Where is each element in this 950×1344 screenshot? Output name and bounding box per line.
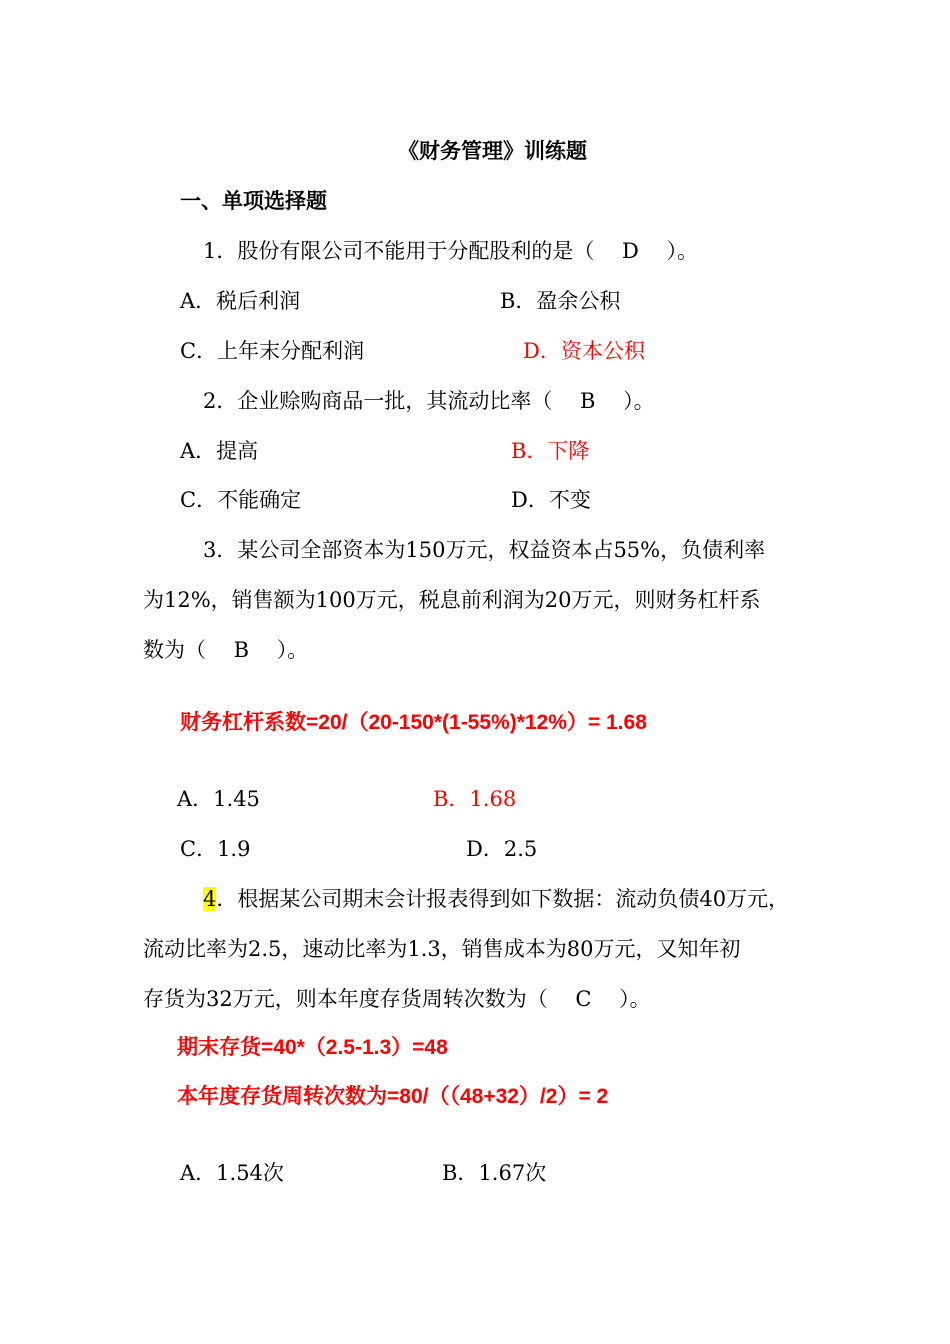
question-4-stem-line-1: [203, 885, 789, 913]
question-2-option-c: C．不能确定: [180, 488, 302, 512]
question-2-stem: 2．企业赊购商品一批，其流动比率（ B ）。: [203, 389, 655, 413]
section-heading: 一、单项选择题: [180, 188, 327, 213]
question-3-stem-line-1: 3．某公司全部资本为150万元，权益资本占55%，负债利率: [203, 538, 766, 562]
question-1-stem: 1．股份有限公司不能用于分配股利的是（ D ）。: [203, 239, 699, 263]
question-4-option-b: B．1.67次: [442, 1161, 547, 1185]
question-3-stem-line-2: 为12%，销售额为100万元，税息前利润为20万元，则财务杠杆系: [143, 588, 761, 612]
question-3-option-c: C．1.9: [180, 837, 251, 861]
question-2-option-b-answer: B．下降: [511, 439, 590, 463]
question-4-calculation-2: 本年度存货周转次数为=80/（（48+32）/2）= 2: [177, 1085, 609, 1108]
question-4-calculation-1: 期末存货=40*（2.5-1.3）=48: [177, 1036, 448, 1059]
question-4-number-highlight: 4: [203, 887, 217, 911]
question-3-option-b-answer: B．1.68: [433, 787, 517, 811]
question-1-option-a: A．税后利润: [180, 289, 301, 313]
question-1-option-b: B．盈余公积: [500, 289, 621, 313]
question-4-stem-text: ．根据某公司期末会计报表得到如下数据：流动负债40万元，: [216, 887, 790, 911]
question-4-stem-line-2: 流动比率为2.5，速动比率为1.3，销售成本为80万元，又知年初: [143, 937, 741, 961]
question-3-option-d: D．2.5: [466, 837, 538, 861]
question-3-option-a: A．1.45: [177, 787, 260, 811]
question-2-option-a: A．提高: [180, 439, 259, 463]
question-3-stem-line-3: 数为（ B ）。: [143, 638, 309, 662]
question-1-option-c: C．上年末分配利润: [180, 339, 365, 363]
question-4-stem-line-3: 存货为32万元，则本年度存货周转次数为（ C ）。: [143, 987, 651, 1011]
question-4-option-a: A．1.54次: [180, 1161, 284, 1185]
document-title: 《财务管理》训练题: [398, 138, 587, 163]
question-3-calculation: 财务杠杆系数=20/（20-150*(1-55%)*12%）= 1.68: [180, 711, 647, 734]
question-2-option-d: D．不变: [511, 488, 591, 512]
question-1-option-d-answer: D．资本公积: [523, 339, 645, 363]
